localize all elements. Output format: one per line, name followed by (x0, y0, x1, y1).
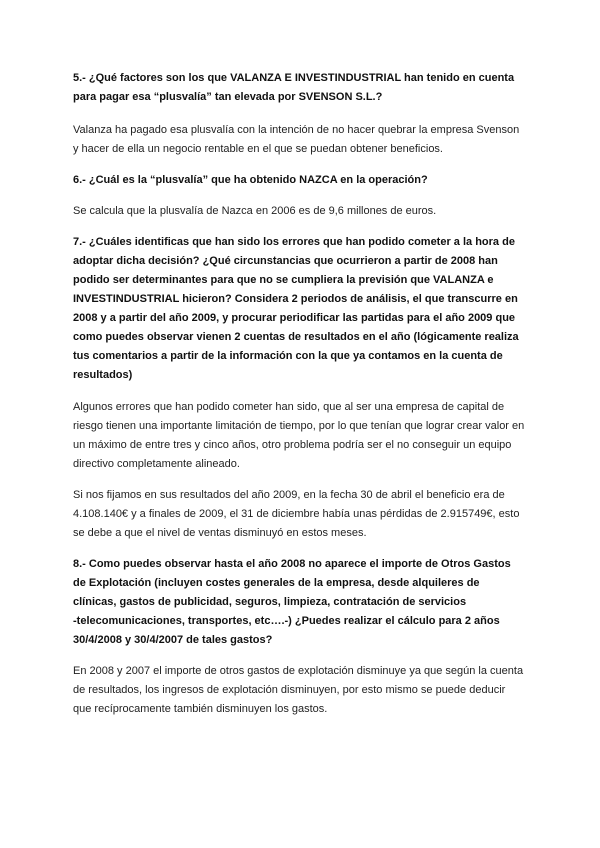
answer-line: Si nos fijamos en sus resultados del año 2009, en la fecha 30 de abril el beneficio era de (73, 489, 505, 501)
question-line: 2008 y a partir del año 2009, y procurar periodificar las partidas para el año 2009 que (73, 312, 516, 324)
question-line: como puedes observar vienen 2 cuentas de resultados en el año (lógicamente realiza (73, 331, 519, 343)
question-line: podido ser determinantes para que no se cumpliera la previsión que VALANZA e (73, 274, 494, 286)
answer-line: un máximo de entre tres y cinco años, otro problema podría ser el no conseguir un equipo (73, 439, 512, 451)
question-line: clínicas, gastos de publicidad, seguros, limpieza, contratación de servicios (73, 596, 467, 608)
question-line: 5.- ¿Qué factores son los que VALANZA E INVESTINDUSTRIAL han tenido en cuenta (73, 72, 515, 84)
answer-line: riesgo tienen una importante limitación de tiempo, por lo que tenían que lograr crear valor en (73, 420, 525, 432)
question-line: para pagar esa “plusvalía” tan elevada por SVENSON S.L.? (73, 91, 383, 103)
answer-line: Algunos errores que han podido cometer han sido, que al ser una empresa de capital de (73, 401, 505, 413)
question-line: 6.- ¿Cuál es la “plusvalía” que ha obtenido NAZCA en la operación? (73, 174, 428, 186)
answer-line: En 2008 y 2007 el importe de otros gastos de explotación disminuye ya que según la cuenta (73, 665, 524, 677)
question-7 (73, 233, 525, 385)
question-line: INVESTINDUSTRIAL hicieron? Considera 2 periodos de análisis, el que transcurre en (73, 293, 518, 305)
answer-7-paragraph-1 (73, 398, 525, 474)
question-line: tus comentarios a partir de la información con la que ya contamos en la cuenta de (73, 350, 503, 362)
question-8 (73, 555, 525, 650)
question-line: adoptar dicha decisión? ¿Qué circunstancias que ocurrieron a partir de 2008 han (73, 255, 498, 267)
answer-line: Valanza ha pagado esa plusvalía con la intención de no hacer quebrar la empresa Svenson (73, 124, 520, 136)
question-line: -telecomunicaciones, transportes, etc….-) ¿Puedes realizar el cálculo para 2 años (73, 615, 500, 627)
answer-line: directivo completamente alineado. (73, 458, 240, 470)
question-line: de Explotación (incluyen costes generales de la empresa, desde alquileres de (73, 577, 480, 589)
answer-5 (73, 121, 525, 159)
answer-6 (73, 202, 525, 221)
answer-line: se debe a que el nivel de ventas disminuyó en estos meses. (73, 527, 367, 539)
question-5 (73, 69, 525, 107)
question-line: 30/4/2008 y 30/4/2007 de tales gastos? (73, 634, 273, 646)
answer-line: de resultados, los ingresos de explotación disminuyen, por esto mismo se puede deducir (73, 684, 506, 696)
answer-line: 4.108.140€ y a finales de 2009, el 31 de diciembre había unas pérdidas de 2.915749€, esto (73, 508, 520, 520)
question-6 (73, 171, 525, 190)
answer-line: Se calcula que la plusvalía de Nazca en 2006 es de 9,6 millones de euros. (73, 205, 437, 217)
question-line: 7.- ¿Cuáles identificas que han sido los errores que han podido cometer a la hora de (73, 236, 515, 248)
question-line: 8.- Como puedes observar hasta el año 2008 no aparece el importe de Otros Gastos (73, 558, 511, 570)
answer-7-paragraph-2 (73, 486, 525, 543)
question-line: resultados) (73, 369, 133, 381)
answer-line: que recíprocamente también disminuyen los gastos. (73, 703, 328, 715)
answer-line: y hacer de ella un negocio rentable en el que se puedan obtener beneficios. (73, 143, 443, 155)
answer-8 (73, 662, 525, 719)
